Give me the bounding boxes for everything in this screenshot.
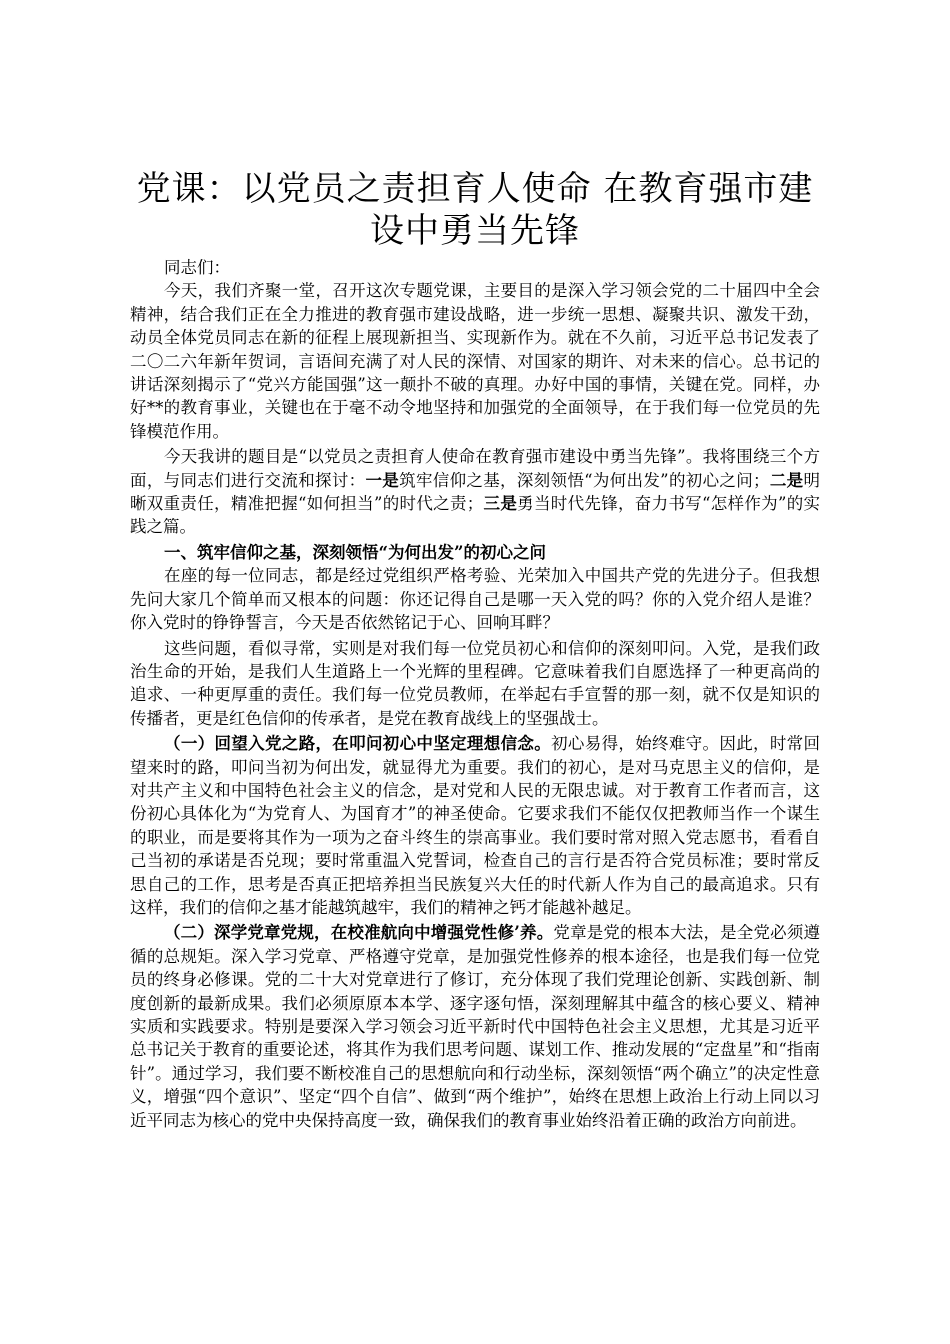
outline-text-1: 今天我讲的题目是“以党员之责担育人使命在教育强市建设中勇当先锋”。我将围绕三个方面，与同志们进行交流和探讨： <box>130 447 820 490</box>
paragraph-outline <box>130 445 820 539</box>
salutation: 同志们： <box>164 258 230 277</box>
section-heading-1: 一、筑牢信仰之基，深刻领悟“为何出发”的初心之问 <box>164 542 546 562</box>
subsection-2-heading: （二）深学党章党规，在校准航向中增强党性修’养。 <box>164 923 554 943</box>
outline-point-3-label: 三是 <box>483 494 518 514</box>
document-title: 党课：以党员之责担育人使命 在教育强市建设中勇当先锋 <box>136 169 814 251</box>
document-page <box>130 168 820 1134</box>
outline-text-2: 筑牢信仰之基，深刻领悟“为何出发”的初心之问； <box>399 470 770 490</box>
paragraph-intro: 今天，我们齐聚一堂，召开这次专题党课，主要目的是深入学习领会党的二十届四中全会精神，结合我们正在全力推进的教育强市建设战略，进一步统一思想、凝聚共识、激发干劲，动员全体党员同志在新的征程上展现新担当、实现新作为。就在不久前，习近平总书记发表了二〇二六年新年贺词，言语间充满了对人民的深情、对国家的期许、对未来的信心。总书记的讲话深刻揭示了“党兴方能国强”这一颠扑不破的真理。办好中国的事情，关键在党。同样，办好**的教育事业，关键也在于毫不动令地坚持和加强党的全面领导，在于我们每一位党员的先锋模范作用。 <box>130 281 820 441</box>
outline-point-1-label: 一是 <box>365 470 400 490</box>
paragraph-reflection: 这些问题，看似寻常，实则是对我们每一位党员初心和信仰的深刻叩问。入党，是我们政治生命的开始，是我们人生道路上一个光辉的里程碑。它意味着我们自愿选择了一种更高尚的追求、一种更厚重的责任。我们每一位党员教师，在举起右手宣誓的那一刻，就不仅是知识的传播者，更是红色信仰的传承者，是党在教育战线上的坚强战士。 <box>130 638 820 728</box>
outline-text-3: 明晰双重责任，精准把握“如何担当”的时代之责； <box>130 470 821 514</box>
outline-text-4: 勇当时代先锋，奋力书写“怎样作为”的实践之篇。 <box>130 494 821 537</box>
subsection-2-body: 党章是党的根本大法，是全党必须遵循的总规矩。深入学习党章、严格遵守党章，是加强党性修养的根本途径，也是我们每一位党员的终身必修课。党的二十大对党章进行了修订，充分体现了我们党理论创新、实践创新、制度创新的最新成果。我们必须原原本本学、逐字逐句悟，深刻理解其中蕴含的核心要义、精神实质和实践要求。特别是要深入学习领会习近平新时代中国特色社会主义思想，尤其是习近平总书记关于教育的重要论述，将其作为我们思考问题、谋划工作、推动发展的“定盘星”和“指南针”。通过学习，我们要不断校准自己的思想航向和行动坐标，深刻领悟“两个确立”的决定性意义，增强“四个意识”、坚定“四个自信”、做到“两个维护”，始终在思想上政治上行动上同以习近平同志为核心的党中央保持高度一致，确保我们的教育事业始终沿着正确的政治方向前进。 <box>130 923 821 1130</box>
paragraph-questions: 在座的每一位同志，都是经过党组织严格考验、光荣加入中国共产党的先进分子。但我想先问大家几个简单而又根本的问题：你还记得自己是哪一天入党的吗？你的入党介绍人是谁？你入党时的铮铮誓言，今天是否依然铭记于心、回响耳畔？ <box>130 566 820 633</box>
subsection-1-body: 初心易得，始终难守。因此，时常回望来时的路，叩问当初为何出发，就显得尤为重要。我们的初心，是对马克思主义的信仰，是对共产主义和中国特色社会主义的信念，是对党和人民的无限忠诚。对于教育工作者而言，这份初心具体化为“为党育人、为国育才”的神圣使命。它要求我们不能仅仅把教师当作一个谋生的职业，而是要将其作为一项为之奋斗终生的崇高事业。我们要时常对照入党志愿书，看看自己当初的承诺是否兑现；要时常重温入党誓词，检查自己的言行是否符合党员标准；要时常反思自己的工作，思考是否真正把培养担当民族复兴大任的时代新人作为自己的最高追求。只有这样，我们的信仰之基才能越筑越牢，我们的精神之钙才能越补越足。 <box>130 734 821 917</box>
paragraph-subsection-1 <box>130 732 820 919</box>
outline-point-2-label: 二是 <box>769 470 804 490</box>
paragraph-subsection-2 <box>130 921 820 1132</box>
subsection-1-heading: （一）回望入党之路，在叩问初心中坚定理想信念。 <box>164 734 552 754</box>
